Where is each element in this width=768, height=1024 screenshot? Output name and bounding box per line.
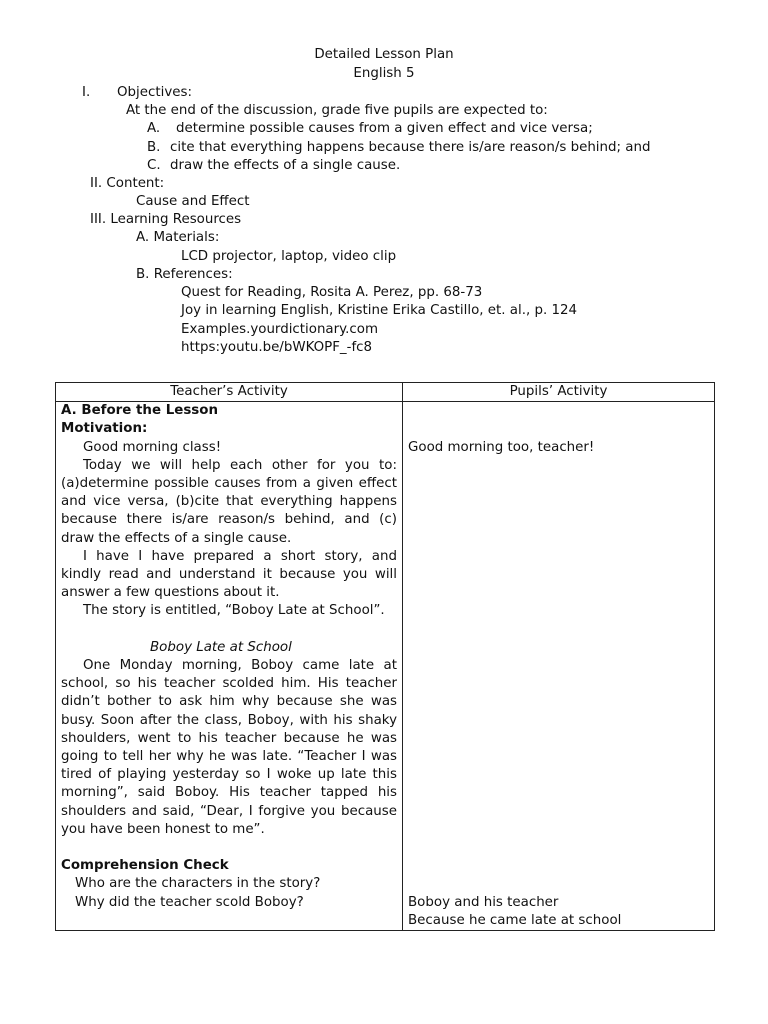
objective-a-text: determine possible causes from a given effect and vice versa; (176, 121, 593, 136)
reference-item: Joy in learning English, Kristine Erika Castillo, et. al., p. 124 (181, 303, 578, 318)
document-title: Detailed Lesson Plan (314, 47, 454, 62)
content-heading: II. Content: (90, 176, 165, 191)
objective-b-text: cite that everything happens because there is/are reason/s behind; and (170, 140, 651, 155)
table-header-row (56, 383, 715, 402)
materials-text: LCD projector, laptop, video clip (181, 249, 397, 264)
greeting-reply: Good morning too, teacher! (408, 439, 595, 455)
pupils-activity-header: Pupils’ Activity (403, 383, 715, 402)
references-heading: B. References: (136, 267, 233, 282)
objectives-numeral: I. (82, 85, 91, 100)
reference-item: Quest for Reading, Rosita A. Perez, pp. 68-73 (181, 285, 483, 300)
teacher-activity-cell (56, 402, 403, 931)
question-text: Who are the characters in the story? (75, 876, 321, 892)
objective-c-text: draw the effects of a single cause. (170, 158, 401, 173)
story-paragraph: One Monday morning, Boboy came late at school, so his teacher scolded him. His teacher didn’t bother to ask him why because she was busy. Soon after the class, Boboy, with his shaky shoulders, went to his teacher because he was going to tell her why he was late. “Teacher I was tired of playing yesterday so I woke up late this morning”, said Boboy. His teacher tapped his shoulders and said, “Dear, I forgive you because you have been honest to me”. (61, 658, 397, 837)
question-text: Why did the teacher scold Boboy? (75, 894, 304, 910)
objective-c-letter: C. (147, 158, 161, 173)
section-heading: A. Before the Lesson (61, 403, 218, 419)
greeting-text: Good morning class! (83, 439, 222, 455)
pupils-activity-cell (403, 402, 715, 931)
content-text: Cause and Effect (136, 194, 250, 209)
objective-b-letter: B. (147, 140, 161, 155)
motivation-heading: Motivation: (61, 421, 148, 437)
goals-paragraph: Today we will help each other for you to: (a)determine possible causes from a given effect and vice versa, (b)cite that everything happens because there is/are reason/s behind, and (c) draw the effects of a single cause. (61, 457, 397, 546)
reference-item: Examples.yourdictionary.com (181, 322, 379, 337)
answer-text: Because he came late at school (408, 912, 622, 928)
reference-item: https:youtu.be/bWKOPF_-fc8 (181, 340, 373, 355)
story-intro-paragraph: The story is entitled, “Boboy Late at School”. (83, 603, 385, 619)
answer-text: Boboy and his teacher (408, 894, 559, 910)
objectives-intro: At the end of the discussion, grade five pupils are expected to: (126, 103, 548, 118)
objective-a-letter: A. (147, 121, 161, 136)
comprehension-heading: Comprehension Check (61, 858, 229, 874)
story-title: Boboy Late at School (150, 639, 292, 655)
objectives-heading: Objectives: (117, 85, 192, 100)
document-subtitle: English 5 (353, 66, 415, 81)
teacher-activity-header: Teacher’s Activity (56, 383, 403, 402)
materials-heading: A. Materials: (136, 230, 220, 245)
prepared-paragraph: I have I have prepared a short story, and kindly read and understand it because you will answer a few questions about it. (61, 548, 397, 601)
resources-heading: III. Learning Resources (90, 212, 242, 227)
table-row (56, 402, 715, 931)
activity-table (55, 382, 715, 931)
